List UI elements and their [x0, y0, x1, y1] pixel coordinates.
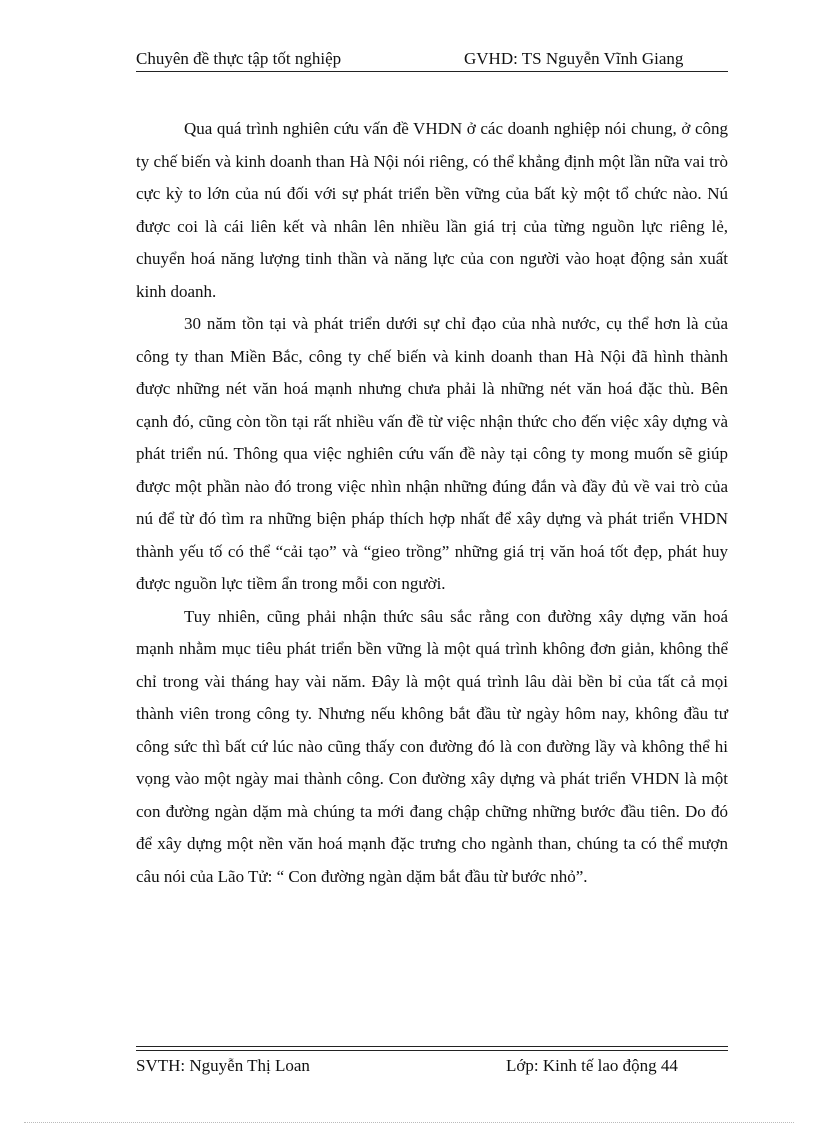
- footer-divider-bottom: [136, 1050, 728, 1051]
- paragraph-2: 30 năm tồn tại và phát triển dưới sự chỉ đạo của nhà nước, cụ thể hơn là của công ty than Miền Bắc, công ty chế biến và kinh doanh than Hà Nội đã hình thành được những nét văn hoá mạnh nhưng chưa phải là những nét văn hoá đặc thù. Bên cạnh đó, cũng còn tồn tại rất nhiều vấn đề từ việc nhận thức cho đến việc xây dựng và phát triển nú. Thông qua việc nghiên cứu vấn đề này tại công ty mong muốn sẽ giúp được một phần nào đó trong việc nhìn nhận những đúng đắn và đầy đủ về vai trò của nú để từ đó tìm ra những biện pháp thích hợp nhất để xây dựng và phát triển VHDN thành yếu tố có thể “cải tạo” và “gieo trồng” những giá trị văn hoá tốt đẹp, phát huy được nguồn lực tiềm ẩn trong mỗi con người.: [136, 314, 728, 593]
- header-report-title: Chuyên đề thực tập tốt nghiệp: [136, 49, 342, 68]
- paragraph-1: Qua quá trình nghiên cứu vấn đề VHDN ở các doanh nghiệp nói chung, ở công ty chế biến và kinh doanh than Hà Nội nói riêng, có thể khẳng định một lần nữa vai trò cực kỳ to lớn của nú đối với sự phát triển bền vững của bất kỳ một tổ chức nào. Nú được coi là cái liên kết và nhân lên nhiều lần giá trị của từng nguồn lực riêng lẻ, chuyển hoá năng lượng tinh thần và năng lực của con người vào hoạt động sản xuất kinh doanh.: [136, 119, 728, 301]
- page-header: [136, 48, 728, 70]
- footer-divider-top: [136, 1046, 728, 1047]
- paragraph-3: Tuy nhiên, cũng phải nhận thức sâu sắc rằng con đường xây dựng văn hoá mạnh nhằm mục tiêu phát triển bền vững là một quá trình không đơn giản, không thể chỉ trong vài tháng hay vài năm. Đây là một quá trình lâu dài bền bỉ của tất cả mọi thành viên trong công ty. Nhưng nếu không bắt đầu từ ngày hôm nay, không đầu tư công sức thì bất cứ lúc nào cũng thấy con đường đó là con đường lầy và không thể hi vọng vào một ngày mai thành công. Con đường xây dựng và phát triển VHDN là một con đường ngàn dặm mà chúng ta mới đang chập chững những bước đầu tiên. Do đó để xây dựng một nền văn hoá mạnh đặc trưng cho ngành than, chúng ta có thể mượn câu nói của Lão Tử: “ Con đường ngàn dặm bắt đầu từ bước nhỏ”.: [136, 606, 728, 886]
- page-footer: [136, 1055, 728, 1077]
- document-body: [136, 113, 728, 893]
- header-divider: [136, 71, 728, 72]
- header-supervisor: GVHD: TS Nguyễn Vĩnh Giang: [464, 49, 684, 68]
- footer-student: SVTH: Nguyễn Thị Loan: [136, 1056, 310, 1075]
- footer-class: Lớp: Kinh tế lao động 44: [506, 1056, 678, 1075]
